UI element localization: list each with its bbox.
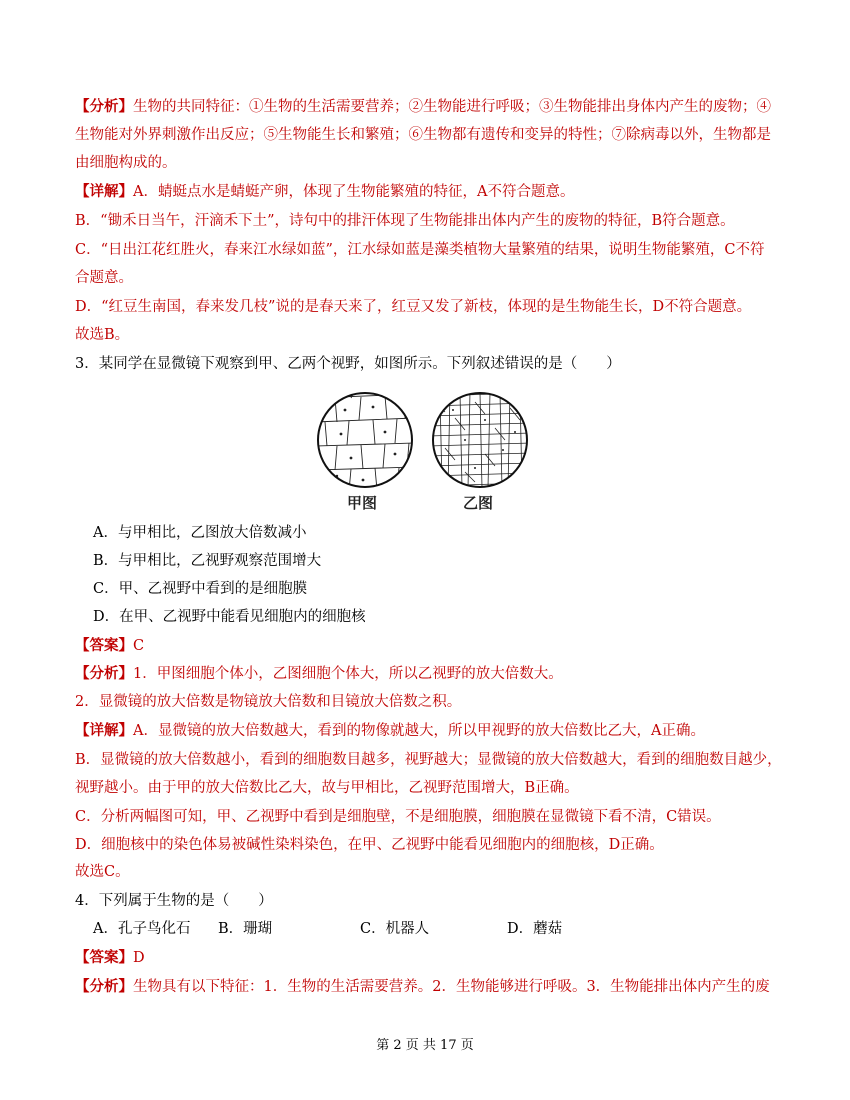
answer-value: D xyxy=(133,950,145,966)
option-d: D．在甲、乙视野中能看见细胞内的细胞核 xyxy=(93,609,366,625)
view-yi xyxy=(430,392,530,488)
analysis-tag: 【分析】 xyxy=(75,978,133,995)
detail-line: 【详解】A．蜻蜓点水是蜻蜓产卵，体现了生物能繁殖的特征，A不符合题意。 xyxy=(75,183,575,200)
microscope-figure xyxy=(315,388,535,516)
view-jia-border xyxy=(318,393,412,487)
view-jia xyxy=(315,388,415,492)
analysis-line: 生物能对外界刺激作出反应；⑤生物能生长和繁殖；⑥生物都有遗传和变异的特性；⑦除病毒以外，生物都是 xyxy=(75,127,771,143)
detail-line: D．细胞核中的染色体易被碱性染料染色，在甲、乙视野中能看见细胞内的细胞核，D正确。 xyxy=(75,837,664,853)
question-4-stem: 4．下列属于生物的是（ ） xyxy=(75,893,273,909)
option-a: A．与甲相比，乙图放大倍数减小 xyxy=(93,525,307,541)
analysis-tag: 【分析】 xyxy=(75,665,133,682)
answer-tag: 【答案】 xyxy=(75,637,133,654)
option-c: C．甲、乙视野中看到的是细胞膜 xyxy=(93,581,308,597)
page-number: 第 2 页 共 17 页 xyxy=(376,1038,474,1053)
detail-line: 合题意。 xyxy=(75,270,133,286)
detail-line: 【详解】A．显微镜的放大倍数越大，看到的物像就越大，所以甲视野的放大倍数比乙大，A正确。 xyxy=(75,722,705,739)
detail-line: D．“红豆生南国，春来发几枝”说的是春天来了，红豆又发了新枝，体现的是生物能生长，D不符合题意。 xyxy=(75,299,752,315)
detail-line: B．显微镜的放大倍数越小，看到的细胞数目越多，视野越大；显微镜的放大倍数越大，看到的细胞数目越少， xyxy=(75,752,782,768)
option-b: B．珊瑚 xyxy=(218,921,273,937)
detail-line: B．“锄禾日当午，汗滴禾下土”，诗句中的排汗体现了生物能排出体内产生的废物的特征，B符合题意。 xyxy=(75,213,735,229)
caption-jia: 甲图 xyxy=(347,494,378,512)
question-3-stem: 3．某同学在显微镜下观察到甲、乙两个视野，如图所示。下列叙述错误的是（ ） xyxy=(75,356,621,372)
option-a: A．孔子鸟化石 xyxy=(93,921,191,937)
detail-line: C．分析两幅图可知，甲、乙视野中看到是细胞壁，不是细胞膜，细胞膜在显微镜下看不清，C错误。 xyxy=(75,809,721,825)
conclusion: 故选B。 xyxy=(75,327,130,343)
conclusion: 故选C。 xyxy=(75,864,130,880)
answer-value: C xyxy=(133,638,145,654)
analysis-line: 【分析】生物具有以下特征：1．生物的生活需要营养。2．生物能够进行呼吸。3．生物能排出体内产生的废 xyxy=(75,978,770,995)
detail-line: 视野越小。由于甲的放大倍数比乙大，故与甲相比，乙视野范围增大，B正确。 xyxy=(75,780,579,796)
detail-line: C．“日出江花红胜火，春来江水绿如蓝”，江水绿如蓝是藻类植物大量繁殖的结果，说明生物能繁殖，C不符 xyxy=(75,242,765,258)
answer-line xyxy=(75,636,795,656)
analysis-line: 【分析】生物的共同特征：①生物的生活需要营养；②生物能进行呼吸；③生物能排出身体内产生的废物；④ xyxy=(75,98,771,115)
analysis-tag: 【分析】 xyxy=(75,98,133,115)
option-c: C．机器人 xyxy=(360,921,430,937)
detail-tag: 【详解】 xyxy=(75,722,133,739)
analysis-line: 由细胞构成的。 xyxy=(75,155,177,171)
detail-tag: 【详解】 xyxy=(75,183,133,200)
analysis-line: 2．显微镜的放大倍数是物镜放大倍数和目镜放大倍数之积。 xyxy=(75,694,462,710)
answer-tag: 【答案】 xyxy=(75,949,133,966)
analysis-line: 【分析】1．甲图细胞个体小，乙图细胞个体大，所以乙视野的放大倍数大。 xyxy=(75,665,563,682)
caption-yi: 乙图 xyxy=(463,494,494,512)
option-b: B．与甲相比，乙视野观察范围增大 xyxy=(93,553,322,569)
answer-line xyxy=(75,948,795,968)
option-d: D．蘑菇 xyxy=(507,921,563,937)
